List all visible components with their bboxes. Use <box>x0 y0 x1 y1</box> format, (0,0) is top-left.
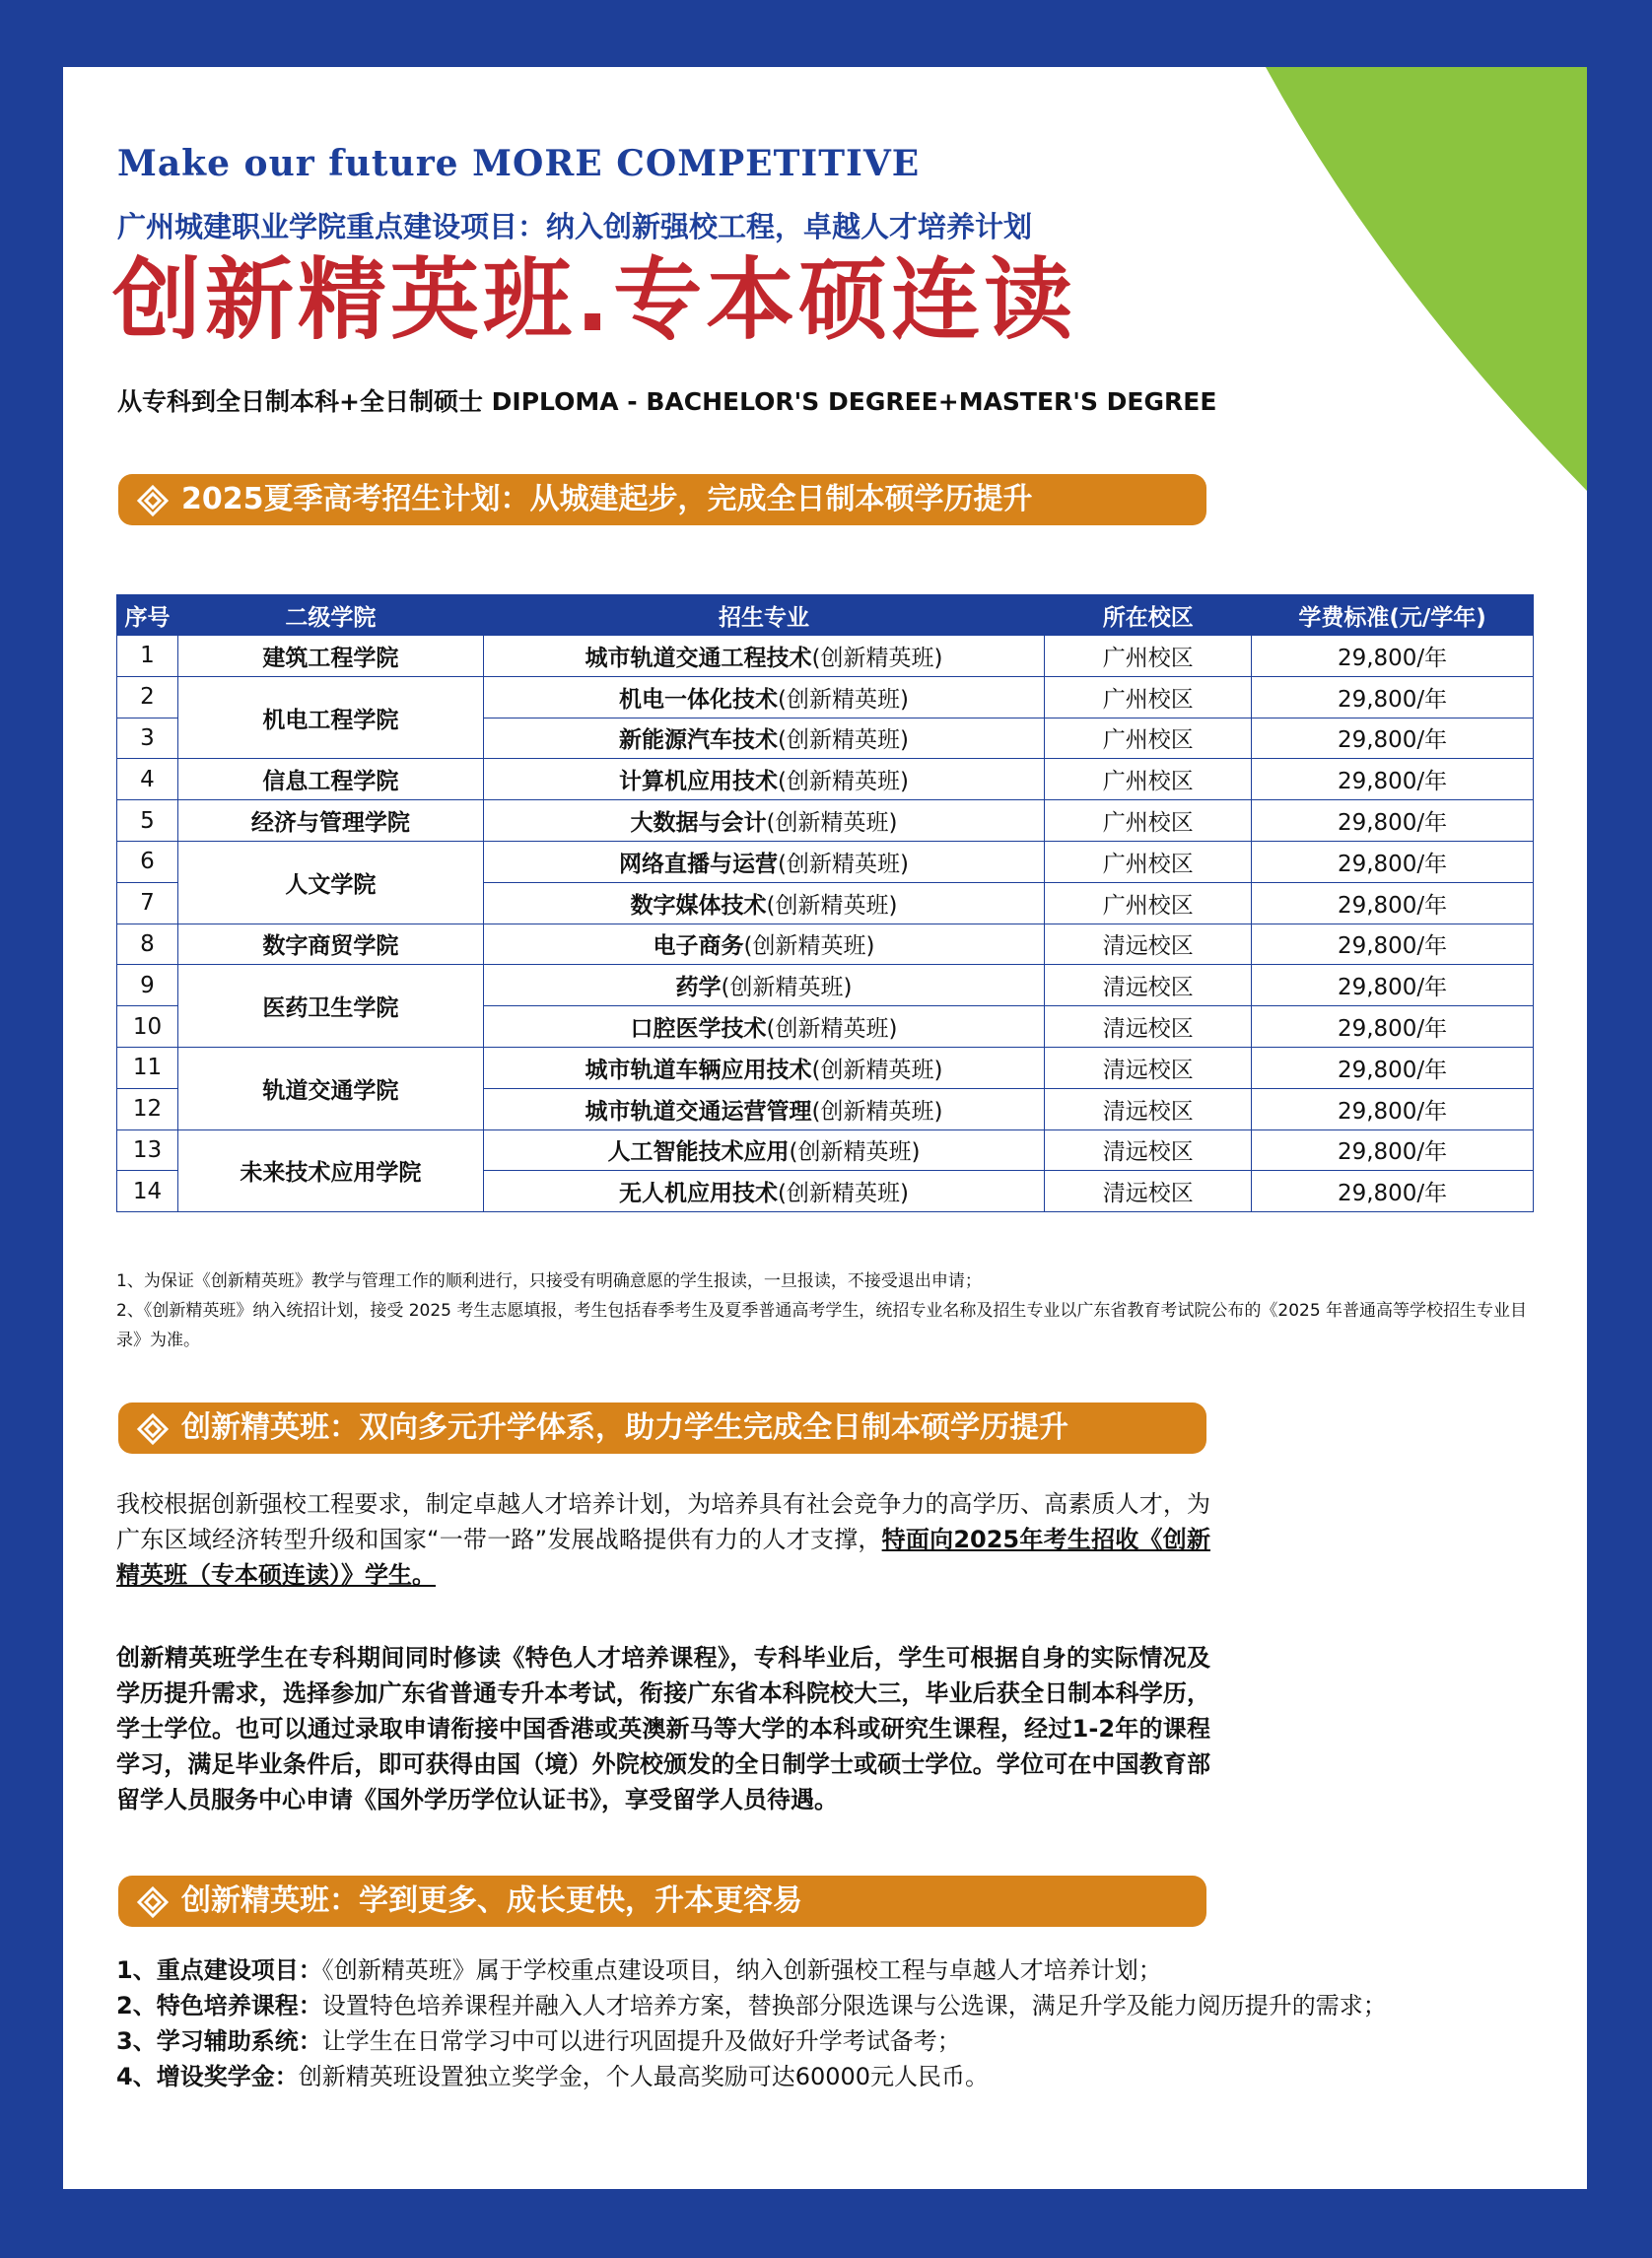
row-campus: 广州校区 <box>1045 800 1252 842</box>
enrollment-plan-banner <box>118 474 1206 525</box>
row-fee: 29,800/年 <box>1252 1006 1534 1048</box>
row-college: 医药卫生学院 <box>177 965 483 1048</box>
diamond-icon <box>136 1412 175 1446</box>
row-fee: 29,800/年 <box>1252 965 1534 1006</box>
row-major: 大数据与会计(创新精英班) <box>483 800 1045 842</box>
row-major: 网络直播与运营(创新精英班) <box>483 841 1045 882</box>
row-fee: 29,800/年 <box>1252 800 1534 842</box>
row-fee: 29,800/年 <box>1252 636 1534 677</box>
poster-card <box>63 67 1587 2189</box>
table-header-row <box>117 595 1534 636</box>
row-major: 无人机应用技术(创新精英班) <box>483 1171 1045 1212</box>
row-major: 计算机应用技术(创新精英班) <box>483 759 1045 800</box>
table-row <box>117 1129 1534 1171</box>
banner-label: 2025夏季高考招生计划：从城建起步，完成全日制本硕学历提升 <box>181 482 1033 516</box>
row-major: 口腔医学技术(创新精英班) <box>483 1006 1045 1048</box>
row-no: 6 <box>117 841 178 882</box>
row-major: 人工智能技术应用(创新精英班) <box>483 1129 1045 1171</box>
table-row <box>117 759 1534 800</box>
row-college: 经济与管理学院 <box>177 800 483 842</box>
features-list <box>116 1952 1536 2094</box>
list-item: 4、增设奖学金：创新精英班设置独立奖学金，个人最高奖励可达60000元人民币。 <box>116 2063 990 2090</box>
row-major: 电子商务(创新精英班) <box>483 924 1045 965</box>
list-item: 2、特色培养课程：设置特色培养课程并融入人才培养方案，替换部分限选课与公选课，满足升学及能力阅历提升的需求； <box>116 1992 1387 2019</box>
table-row <box>117 800 1534 842</box>
row-campus: 广州校区 <box>1045 841 1252 882</box>
row-fee: 29,800/年 <box>1252 1088 1534 1129</box>
row-campus: 清远校区 <box>1045 1129 1252 1171</box>
row-major: 新能源汽车技术(创新精英班) <box>483 718 1045 759</box>
benefits-banner <box>118 1876 1206 1927</box>
row-no: 14 <box>117 1171 178 1212</box>
row-college: 建筑工程学院 <box>177 636 483 677</box>
table-row <box>117 841 1534 882</box>
intro-highlight: 特面向2025年考生招收《创新精英班（专本硕连读）》学生。 <box>116 1526 1211 1589</box>
row-fee: 29,800/年 <box>1252 1129 1534 1171</box>
row-fee: 29,800/年 <box>1252 841 1534 882</box>
list-item: 1、重点建设项目：《创新精英班》属于学校重点建设项目，纳入创新强校工程与卓越人才培养计划； <box>116 1956 1162 1984</box>
row-fee: 29,800/年 <box>1252 1047 1534 1088</box>
row-no: 9 <box>117 965 178 1006</box>
table-row <box>117 965 1534 1006</box>
row-fee: 29,800/年 <box>1252 1171 1534 1212</box>
row-no: 11 <box>117 1047 178 1088</box>
row-no: 8 <box>117 924 178 965</box>
row-fee: 29,800/年 <box>1252 759 1534 800</box>
row-fee: 29,800/年 <box>1252 718 1534 759</box>
row-no: 2 <box>117 676 178 718</box>
banner-label: 创新精英班：学到更多、成长更快，升本更容易 <box>181 1883 802 1918</box>
row-no: 10 <box>117 1006 178 1048</box>
note-item: 2、《创新精英班》纳入统招计划，接受 2025 考生志愿填报，考生包括春季考生及夏季普通高考学生，统招专业名称及招生专业以广东省教育考试院公布的《2025 年普通高等学校招生专业目录》为准。 <box>116 1301 1528 1350</box>
list-item: 3、学习辅助系统：让学生在日常学习中可以进行巩固提升及做好升学考试备考； <box>116 2027 961 2055</box>
row-fee: 29,800/年 <box>1252 924 1534 965</box>
pathway-banner <box>118 1403 1206 1454</box>
row-no: 1 <box>117 636 178 677</box>
english-slogan: Make our future MORE COMPETITIVE <box>117 143 921 184</box>
diamond-icon <box>136 484 175 517</box>
row-campus: 清远校区 <box>1045 924 1252 965</box>
diamond-icon <box>136 1885 175 1919</box>
enrollment-notes <box>116 1266 1534 1355</box>
row-campus: 清远校区 <box>1045 1088 1252 1129</box>
row-campus: 清远校区 <box>1045 1047 1252 1088</box>
row-college: 信息工程学院 <box>177 759 483 800</box>
degree-tagline: 从专科到全日制本科+全日制硕士 DIPLOMA - BACHELOR'S DEGREE+MASTER'S DEGREE <box>117 387 1217 416</box>
row-fee: 29,800/年 <box>1252 676 1534 718</box>
row-college: 数字商贸学院 <box>177 924 483 965</box>
table-row <box>117 676 1534 718</box>
banner-label: 创新精英班：双向多元升学体系，助力学生完成全日制本硕学历提升 <box>181 1410 1068 1445</box>
col-header-college: 二级学院 <box>177 595 483 636</box>
row-college: 轨道交通学院 <box>177 1047 483 1129</box>
row-no: 12 <box>117 1088 178 1129</box>
row-major: 数字媒体技术(创新精英班) <box>483 882 1045 924</box>
row-no: 3 <box>117 718 178 759</box>
row-campus: 广州校区 <box>1045 882 1252 924</box>
row-campus: 清远校区 <box>1045 965 1252 1006</box>
enrollment-table <box>116 594 1534 1212</box>
table-row <box>117 1047 1534 1088</box>
row-major: 城市轨道交通运营管理(创新精英班) <box>483 1088 1045 1129</box>
project-subtitle: 广州城建职业学院重点建设项目：纳入创新强校工程，卓越人才培养计划 <box>117 210 1033 243</box>
row-no: 7 <box>117 882 178 924</box>
col-header-major: 招生专业 <box>483 595 1045 636</box>
row-college: 人文学院 <box>177 841 483 924</box>
row-major: 机电一体化技术(创新精英班) <box>483 676 1045 718</box>
main-title: 创新精英班.专本硕连读 <box>112 248 1077 352</box>
col-header-no: 序号 <box>117 595 178 636</box>
table-row <box>117 924 1534 965</box>
intro-paragraph: 我校根据创新强校工程要求，制定卓越人才培养计划，为培养具有社会竞争力的高学历、高素质人才，为广东区域经济转型升级和国家“一带一路”发展战略提供有力的人才支撑，特面向2025年考生招收《创新精英班（专本硕连读）》学生。 <box>116 1490 1211 1589</box>
note-item: 1、为保证《创新精英班》教学与管理工作的顺利进行，只接受有明确意愿的学生报读，一旦报读，不接受退出申请； <box>116 1271 982 1291</box>
row-fee: 29,800/年 <box>1252 882 1534 924</box>
col-header-campus: 所在校区 <box>1045 595 1252 636</box>
table-row <box>117 636 1534 677</box>
row-campus: 广州校区 <box>1045 636 1252 677</box>
row-no: 5 <box>117 800 178 842</box>
row-campus: 广州校区 <box>1045 718 1252 759</box>
row-no: 13 <box>117 1129 178 1171</box>
row-campus: 广州校区 <box>1045 676 1252 718</box>
row-major: 城市轨道交通工程技术(创新精英班) <box>483 636 1045 677</box>
row-college: 未来技术应用学院 <box>177 1129 483 1212</box>
row-campus: 清远校区 <box>1045 1006 1252 1048</box>
pathway-paragraph: 创新精英班学生在专科期间同时修读《特色人才培养课程》，专科毕业后，学生可根据自身的实际情况及学历提升需求，选择参加广东省普通专升本考试，衔接广东省本科院校大三，毕业后获全日制本科学历，学士学位。也可以通过录取申请衔接中国香港或英澳新马等大学的本科或研究生课程，经过1-2年的课程学习，满足毕业条件后，即可获得由国（境）外院校颁发的全日制学士或硕士学位。学位可在中国教育部留学人员服务中心申请《国外学历学位认证书》，享受留学人员待遇。 <box>116 1644 1210 1813</box>
col-header-fee: 学费标准(元/学年) <box>1252 595 1534 636</box>
row-college: 机电工程学院 <box>177 676 483 759</box>
row-no: 4 <box>117 759 178 800</box>
row-major: 城市轨道车辆应用技术(创新精英班) <box>483 1047 1045 1088</box>
row-campus: 广州校区 <box>1045 759 1252 800</box>
row-campus: 清远校区 <box>1045 1171 1252 1212</box>
row-major: 药学(创新精英班) <box>483 965 1045 1006</box>
